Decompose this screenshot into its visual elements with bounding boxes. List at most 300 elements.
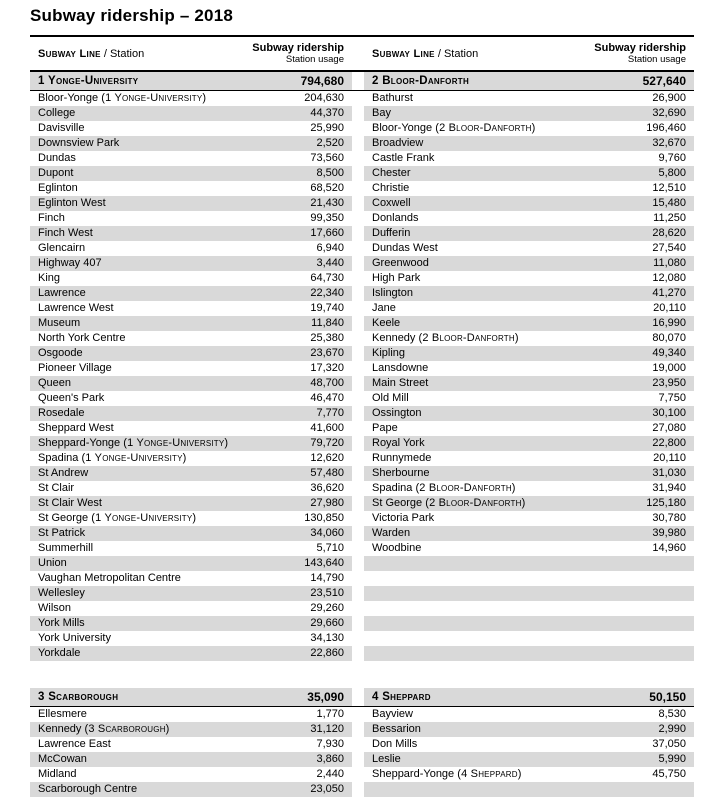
station-cell [30,526,352,541]
station-name: Finch West [38,227,93,240]
ridership-table-bottom [30,688,694,797]
station-row [30,782,694,797]
station-line-ref: (1 Yonge-University) [101,92,207,105]
station-name: Osgoode [38,347,83,360]
table-column-headers [30,35,694,72]
station-cell [30,631,352,646]
station-value: 31,120 [310,723,344,736]
station-name: Bay [372,107,391,120]
section-gap [30,661,724,688]
station-cell [364,752,694,767]
station-value: 12,510 [652,182,686,195]
station-cell [30,767,352,782]
station-name: Spadina (1 Yonge-University) [38,452,187,465]
station-cell [364,436,694,451]
station-cell [30,421,352,436]
station-name: Scarborough Centre [38,783,138,796]
station-name: Bayview [372,708,413,721]
station-name: Eglinton [38,182,78,195]
station-value: 3,860 [316,753,344,766]
station-cell [30,541,352,556]
station-row [30,241,694,256]
station-row [30,737,694,752]
station-value: 130,850 [304,512,344,525]
station-name: Eglinton West [38,197,106,210]
station-value: 12,620 [310,452,344,465]
station-row [30,286,694,301]
station-cell [30,481,352,496]
station-name: Pioneer Village [38,362,112,375]
station-cell [30,91,352,106]
station-cell [30,586,352,601]
station-name: Pape [372,422,398,435]
station-value: 20,110 [653,452,686,465]
station-line-ref: (1 Yonge-University) [91,512,197,525]
station-value: 12,080 [652,272,686,285]
station-value: 20,110 [653,302,686,315]
station-row [30,511,694,526]
column-header-ridership: Subway ridership Station usage [252,42,344,65]
station-row [30,496,694,511]
line-name: 4 Sheppard [372,690,431,703]
station-value: 17,320 [310,362,344,375]
station-name: Keele [372,317,401,330]
section-lines-1-2 [30,72,694,661]
station-name: King [38,272,61,285]
station-row [30,181,694,196]
station-cell [364,601,694,616]
station-name: Sheppard West [38,422,114,435]
station-name: Summerhill [38,542,94,555]
station-row [30,331,694,346]
station-cell [364,331,694,346]
column-header-line-station: Subway Line / Station [372,47,479,60]
station-cell [30,361,352,376]
station-row [30,526,694,541]
station-cell [30,511,352,526]
ridership-table [30,35,694,661]
station-cell [364,406,694,421]
line-name: 2 Bloor-Danforth [372,74,470,87]
station-cell [364,782,694,797]
station-row [30,646,694,661]
station-value: 19,740 [310,302,344,315]
station-value: 8,530 [658,708,686,721]
station-name: Midland [38,768,77,781]
station-cell [30,181,352,196]
station-name: Union [38,557,67,570]
station-cell [30,556,352,571]
station-cell [364,346,694,361]
station-value: 22,800 [652,437,686,450]
station-name: Main Street [372,377,429,390]
line-total: 527,640 [642,73,686,88]
station-cell [30,496,352,511]
station-cell [30,316,352,331]
station-cell [30,211,352,226]
station-value: 22,860 [310,647,344,660]
station-value: 11,840 [311,317,344,330]
station-cell [30,722,352,737]
station-value: 2,990 [658,723,686,736]
station-value: 73,560 [310,152,344,165]
station-value: 57,480 [310,467,344,480]
station-cell [364,376,694,391]
station-value: 41,600 [310,422,344,435]
station-name: Don Mills [372,738,418,751]
station-value: 7,930 [316,738,344,751]
station-cell [364,586,694,601]
station-cell [30,121,352,136]
station-cell [364,361,694,376]
station-cell [30,707,352,722]
station-row [30,256,694,271]
station-name: Bloor-Yonge (2 Bloor-Danforth) [372,122,536,135]
station-name: Lawrence [38,287,86,300]
station-cell [364,571,694,586]
station-cell [30,271,352,286]
station-name: Islington [372,287,413,300]
station-value: 41,270 [652,287,686,300]
station-name: Ossington [372,407,422,420]
station-value: 17,660 [310,227,344,240]
station-row [30,391,694,406]
station-name: Royal York [372,437,425,450]
station-value: 204,630 [304,92,344,105]
station-value: 64,730 [310,272,344,285]
station-name: Spadina (2 Bloor-Danforth) [372,482,516,495]
station-value: 23,510 [310,587,344,600]
station-line-ref: (1 Yonge-University) [81,452,187,465]
station-value: 125,180 [646,497,686,510]
station-cell [30,301,352,316]
station-value: 37,050 [652,738,686,751]
station-name: North York Centre [38,332,126,345]
station-value: 29,660 [310,617,344,630]
station-value: 80,070 [652,332,686,345]
column-header-line-station: Subway Line / Station [38,47,145,60]
line-header-cell [30,688,352,706]
station-line-ref: (2 Bloor-Danforth) [418,332,519,345]
station-line-ref: (3 Scarborough) [84,723,170,736]
station-cell [364,526,694,541]
station-cell [30,571,352,586]
station-value: 30,100 [652,407,686,420]
station-cell [364,616,694,631]
station-name: Queen's Park [38,392,105,405]
station-cell [364,722,694,737]
station-name: Dupont [38,167,74,180]
station-name: Greenwood [372,257,429,270]
station-value: 49,340 [652,347,686,360]
station-row [30,722,694,737]
line-name: 1 Yonge-University [38,74,139,87]
station-row [30,361,694,376]
station-name: Leslie [372,753,401,766]
station-value: 8,500 [316,167,344,180]
station-cell [364,271,694,286]
station-cell [364,121,694,136]
station-value: 14,960 [652,542,686,555]
station-row [30,631,694,646]
station-name: York Mills [38,617,85,630]
station-row [30,571,694,586]
station-name: High Park [372,272,421,285]
station-name: Sheppard-Yonge (4 Sheppard) [372,768,522,781]
station-line-ref: (2 Bloor-Danforth) [425,497,526,510]
station-cell [364,166,694,181]
station-name: Kennedy (2 Bloor-Danforth) [372,332,519,345]
line-header-cell [364,72,694,90]
station-name: McCowan [38,753,87,766]
line-header-cell [30,72,352,90]
station-name: Bloor-Yonge (1 Yonge-University) [38,92,207,105]
station-name: College [38,107,76,120]
line-header-row [30,72,694,91]
station-cell [364,707,694,722]
station-value: 46,470 [310,392,344,405]
station-value: 30,780 [652,512,686,525]
station-cell [364,631,694,646]
station-value: 5,710 [316,542,344,555]
station-value: 5,800 [658,167,686,180]
station-name: St Andrew [38,467,89,480]
station-name: Rosedale [38,407,85,420]
station-value: 6,940 [316,242,344,255]
station-line-ref: (2 Bloor-Danforth) [435,122,536,135]
station-cell [364,541,694,556]
station-value: 48,700 [310,377,344,390]
station-cell [364,421,694,436]
station-name: Old Mill [372,392,409,405]
station-row [30,707,694,722]
station-name: Castle Frank [372,152,435,165]
station-cell [364,106,694,121]
station-cell [30,406,352,421]
station-row [30,541,694,556]
station-value: 29,260 [310,602,344,615]
station-cell [364,646,694,661]
station-name: St George (1 Yonge-University) [38,512,197,525]
station-cell [364,241,694,256]
station-cell [364,211,694,226]
station-name: Warden [372,527,411,540]
station-name: Chester [372,167,411,180]
station-cell [364,151,694,166]
station-value: 31,030 [652,467,686,480]
station-row [30,436,694,451]
station-value: 31,940 [652,482,686,495]
station-name: Kipling [372,347,406,360]
station-name: Lansdowne [372,362,429,375]
station-value: 23,670 [310,347,344,360]
station-cell [30,331,352,346]
station-name: Donlands [372,212,419,225]
station-name: Yorkdale [38,647,81,660]
station-cell [30,136,352,151]
station-value: 27,540 [652,242,686,255]
station-cell [364,301,694,316]
page-title: Subway ridership – 2018 [30,6,234,25]
station-value: 25,990 [310,122,344,135]
station-cell [30,346,352,361]
station-row [30,376,694,391]
station-cell [30,256,352,271]
station-row [30,346,694,361]
station-row [30,271,694,286]
station-value: 99,350 [310,212,344,225]
station-row [30,752,694,767]
station-value: 32,690 [652,107,686,120]
station-name: Wilson [38,602,72,615]
station-row [30,196,694,211]
station-name: Kennedy (3 Scarborough) [38,723,170,736]
station-cell [364,737,694,752]
station-value: 14,790 [310,572,344,585]
station-value: 2,520 [316,137,344,150]
station-row [30,226,694,241]
station-line-ref: (1 Yonge-University) [123,437,229,450]
station-value: 1,770 [316,708,344,721]
station-name: St Patrick [38,527,86,540]
station-name: Queen [38,377,72,390]
line-header-cell [364,688,694,706]
station-row [30,466,694,481]
station-cell [30,601,352,616]
station-name: Dundas West [372,242,438,255]
station-value: 27,080 [652,422,686,435]
station-cell [364,286,694,301]
station-cell [364,226,694,241]
station-value: 79,720 [310,437,344,450]
station-name: Highway 407 [38,257,102,270]
station-name: York University [38,632,111,645]
station-value: 3,440 [316,257,344,270]
station-row [30,616,694,631]
station-name: Bessarion [372,723,421,736]
station-name: Lawrence East [38,738,111,751]
line-total: 35,090 [307,689,344,704]
station-value: 68,520 [310,182,344,195]
station-cell [30,151,352,166]
station-cell [30,646,352,661]
station-name: Dundas [38,152,76,165]
station-row [30,556,694,571]
station-cell [30,166,352,181]
station-value: 27,980 [310,497,344,510]
line-header-row [30,688,694,707]
station-name: Glencairn [38,242,86,255]
station-cell [30,752,352,767]
station-cell [364,316,694,331]
station-cell [30,782,352,797]
station-value: 34,130 [310,632,344,645]
station-cell [364,181,694,196]
station-name: Sherbourne [372,467,430,480]
station-name: St Clair [38,482,75,495]
station-line-ref: (4 Sheppard) [457,768,522,781]
station-row [30,767,694,782]
station-name: St Clair West [38,497,102,510]
station-cell [364,451,694,466]
station-name: Coxwell [372,197,411,210]
station-row [30,166,694,181]
station-name: Broadview [372,137,424,150]
station-value: 32,670 [652,137,686,150]
station-value: 143,640 [304,557,344,570]
station-name: Dufferin [372,227,411,240]
station-cell [30,737,352,752]
station-name: Victoria Park [372,512,435,525]
station-cell [30,241,352,256]
station-name: Wellesley [38,587,85,600]
station-name: Museum [38,317,81,330]
station-cell [30,286,352,301]
station-value: 22,340 [310,287,344,300]
station-cell [30,466,352,481]
line-total: 794,680 [300,73,344,88]
station-value: 9,760 [658,152,686,165]
station-name: Woodbine [372,542,422,555]
station-row [30,421,694,436]
station-value: 2,440 [316,768,344,781]
station-row [30,451,694,466]
station-name: Downsview Park [38,137,120,150]
station-value: 16,990 [652,317,686,330]
line-total: 50,150 [649,689,686,704]
station-name: Ellesmere [38,708,87,721]
station-value: 11,080 [653,257,686,270]
station-cell [364,391,694,406]
station-value: 7,770 [316,407,344,420]
station-row [30,406,694,421]
station-value: 7,750 [658,392,686,405]
station-cell [30,226,352,241]
station-row [30,121,694,136]
station-value: 21,430 [310,197,344,210]
station-cell [30,616,352,631]
station-row [30,106,694,121]
station-row [30,211,694,226]
station-cell [364,466,694,481]
station-row [30,136,694,151]
station-value: 19,000 [652,362,686,375]
station-value: 23,950 [652,377,686,390]
station-name: Bathurst [372,92,413,105]
station-cell [364,767,694,782]
station-value: 39,980 [652,527,686,540]
station-row [30,151,694,166]
station-cell [30,376,352,391]
station-row [30,301,694,316]
station-cell [364,196,694,211]
station-row [30,481,694,496]
section-lines-3-4 [30,688,694,797]
station-name: Vaughan Metropolitan Centre [38,572,181,585]
station-cell [30,196,352,211]
station-name: Runnymede [372,452,432,465]
column-header-ridership: Subway ridership Station usage [594,42,686,65]
header-group-right [364,37,694,70]
station-value: 34,060 [310,527,344,540]
station-value: 25,380 [310,332,344,345]
station-cell [364,91,694,106]
header-group-left [30,37,352,70]
station-name: Finch [38,212,65,225]
station-line-ref: (2 Bloor-Danforth) [415,482,516,495]
station-cell [30,391,352,406]
station-value: 11,250 [653,212,686,225]
